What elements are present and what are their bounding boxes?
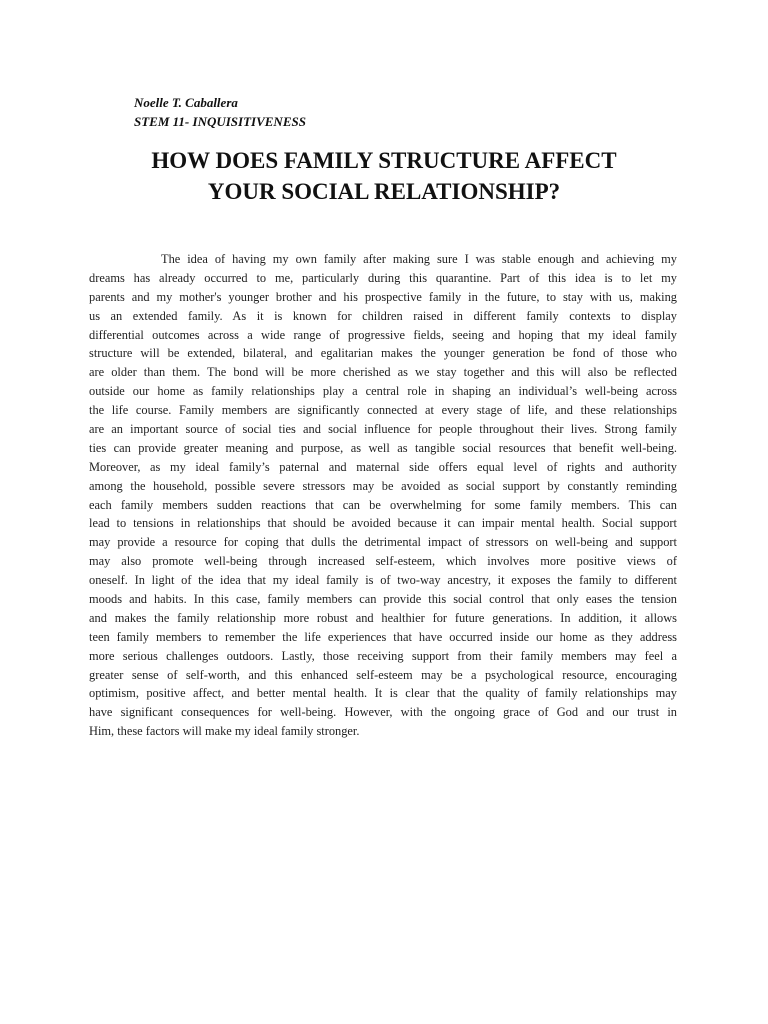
body-line: optimism, positive affect, and better mental health. It is clear that the quality of family relationships may xyxy=(89,686,677,701)
body-line: have significant consequences for well-being. However, with the ongoing grace of God and our trust in xyxy=(89,705,677,720)
body-line: Him, these factors will make my ideal family stronger. xyxy=(89,724,360,739)
body-line: Moreover, as my ideal family’s paternal and maternal side offers equal level of rights and authority xyxy=(89,459,677,474)
class-section: STEM 11- INQUISITIVENESS xyxy=(134,114,306,129)
body-line: may provide a resource for coping that dulls the detrimental impact of stressors on well-being and support xyxy=(89,535,677,550)
body-line: teen family members to remember the life experiences that have occurred inside our home as they address xyxy=(89,629,677,644)
body-line: differential outcomes across a wide range of progressive fields, seeing and hoping that my ideal family xyxy=(89,327,677,342)
body-line: dreams has already occurred to me, particularly during this quarantine. Part of this idea is to let my xyxy=(89,270,677,285)
author-name: Noelle T. Caballera xyxy=(134,95,238,110)
body-line: structure will be extended, bilateral, and egalitarian makes the younger generation be fond of those who xyxy=(89,346,677,361)
body-line: each family members sudden reactions that can be overwhelming for some family members. This can xyxy=(89,497,677,512)
body-line: oneself. In light of the idea that my ideal family is of two-way ancestry, it exposes the family to different xyxy=(89,573,677,588)
body-line: among the household, possible severe stressors may be avoided as social support by constantly reminding xyxy=(89,478,677,493)
body-line: are older than them. The bond will be more cherished as we stay together and this will also be reflected xyxy=(89,365,677,380)
body-line: may also promote well-being through increased self-esteem, which involves more positive views of xyxy=(89,554,677,569)
body-line: the life course. Family members are significantly connected at every stage of life, and these relationships xyxy=(89,403,677,418)
title-line: HOW DOES FAMILY STRUCTURE AFFECT xyxy=(151,148,617,173)
essay-title xyxy=(86,145,682,207)
body-line: ties can provide greater meaning and purpose, as well as tangible social resources that benefit well-being. xyxy=(89,440,677,455)
body-line: The idea of having my own family after making sure I was stable enough and achieving my xyxy=(161,252,677,266)
body-line: are an important source of social ties and social influence for people throughout their lives. Strong family xyxy=(89,422,677,437)
body-line: greater sense of self-worth, and this enhanced self-esteem may be a psychological resource, encouraging xyxy=(89,667,677,682)
author-block xyxy=(134,93,306,131)
body-line: moods and habits. In this case, family members can provide this social control that only eases the tension xyxy=(89,592,677,607)
title-line: YOUR SOCIAL RELATIONSHIP? xyxy=(207,179,561,204)
body-line: outside our home as family relationships play a central role in shaping an individual’s well-being across xyxy=(89,384,677,399)
body-line: us an extended family. As it is known for children raised in different family contexts to display xyxy=(89,308,677,323)
body-line: more serious challenges outdoors. Lastly, those receiving support from their family members may feel a xyxy=(89,648,677,663)
essay-body xyxy=(89,250,677,741)
body-line: parents and my mother's younger brother and his prospective family in the future, to stay with us, making xyxy=(89,289,677,304)
body-line: lead to tensions in relationships that should be avoided because it can impair mental health. Social support xyxy=(89,516,677,531)
body-line: and makes the family relationship more robust and healthier for future generations. In addition, it allows xyxy=(89,610,677,625)
